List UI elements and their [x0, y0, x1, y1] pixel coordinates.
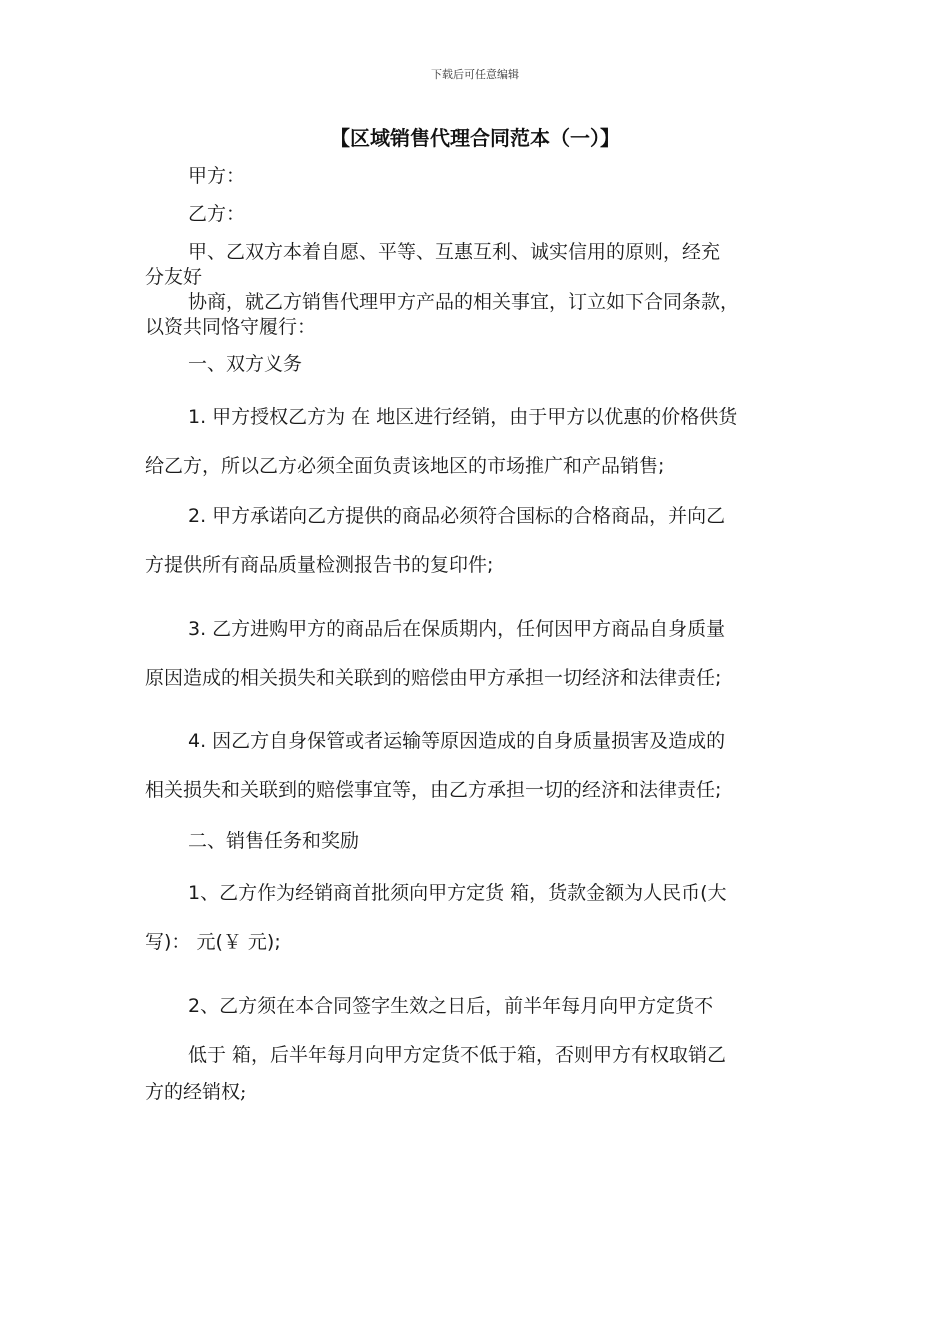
section-1-heading: 一、双方义务 [188, 353, 303, 375]
clause-2-line-2: 方提供所有商品质量检测报告书的复印件; [145, 554, 494, 576]
clause-3-line-1: 3. 乙方进购甲方的商品后在保质期内，任何因甲方商品自身质量 [188, 618, 726, 640]
header-note: 下载后可任意编辑 [431, 68, 519, 81]
intro-line-2: 分友好 [145, 266, 203, 288]
intro-line-3: 协商，就乙方销售代理甲方产品的相关事宜，订立如下合同条款， [188, 291, 740, 313]
sales-1-line-2: 写)： 元(￥ 元); [145, 931, 281, 953]
sales-1-line-1: 1、乙方作为经销商首批须向甲方定货 箱，货款金额为人民币(大 [188, 882, 727, 904]
sales-2-line-1: 2、乙方须在本合同签字生效之日后，前半年每月向甲方定货不 [188, 995, 714, 1017]
section-2-heading: 二、销售任务和奖励 [188, 830, 360, 852]
party-a-line: 甲方： [188, 165, 246, 187]
sales-2-line-2: 低于 箱，后半年每月向甲方定货不低于箱，否则甲方有权取销乙 [188, 1044, 727, 1066]
sales-2-line-3: 方的经销权; [145, 1081, 247, 1103]
clause-4-line-2: 相关损失和关联到的赔偿事宜等，由乙方承担一切的经济和法律责任; [145, 779, 722, 801]
clause-1-line-1: 1. 甲方授权乙方为 在 地区进行经销，由于甲方以优惠的价格供货 [188, 406, 738, 428]
clause-1-line-2: 给乙方，所以乙方必须全面负责该地区的市场推广和产品销售; [145, 455, 665, 477]
intro-line-4: 以资共同恪守履行： [145, 316, 317, 338]
clause-2-line-1: 2. 甲方承诺向乙方提供的商品必须符合国标的合格商品，并向乙 [188, 505, 726, 527]
party-b-line: 乙方： [188, 203, 246, 225]
clause-4-line-1: 4. 因乙方自身保管或者运输等原因造成的自身质量损害及造成的 [188, 730, 726, 752]
document-title: 【区域销售代理合同范本（一）】 [330, 126, 620, 150]
intro-line-1: 甲、乙双方本着自愿、平等、互惠互利、诚实信用的原则，经充 [188, 241, 721, 263]
clause-3-line-2: 原因造成的相关损失和关联到的赔偿由甲方承担一切经济和法律责任; [145, 667, 722, 689]
